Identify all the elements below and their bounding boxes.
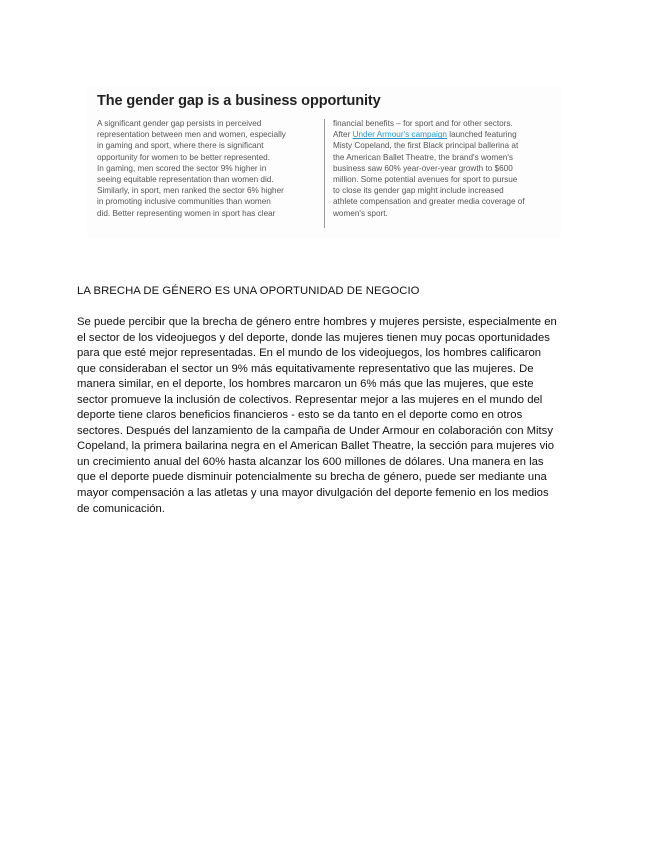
paragraph-line: mayor compensación a las atletas y una mayor divulgación del deporte femenio en los medios: [77, 487, 549, 500]
excerpt-right-line: financial benefits – for sport and for other sectors.: [333, 119, 513, 128]
excerpt-left-line: In gaming, men scored the sector 9% higher in: [97, 163, 267, 173]
paragraph-line: un crecimiento anual del 60% hasta alcanzar los 600 millones de dólares. Una manera en las: [77, 455, 544, 468]
paragraph-line: Se puede percibir que la brecha de género entre hombres y mujeres persiste, especialmente en: [77, 316, 557, 328]
excerpt-right-line: business saw 60% year-over-year growth to $600: [333, 163, 513, 173]
link-prefix: After: [333, 130, 353, 140]
excerpt-right-line: to close its gender gap might include increased: [333, 186, 504, 196]
paragraph-line: que el deporte puede disminuir potencialmente su brecha de género, puede ser mediante una: [77, 471, 547, 484]
excerpt-right-line: million. Some potential avenues for sport to pursue: [333, 175, 518, 185]
excerpt-left-line: A significant gender gap persists in perceived: [97, 119, 262, 128]
under-armour-campaign-link[interactable]: Under Armour's campaign: [352, 130, 447, 140]
excerpt-title: The gender gap is a business opportunity: [97, 93, 381, 109]
excerpt-right-column: [333, 118, 548, 219]
translation-paragraph: [77, 315, 587, 517]
paragraph-line: que consideraban el sector un 9% más equitativamente representativo que las mujeres. De: [77, 362, 534, 375]
excerpt-left-line: opportunity for women to be better represented.: [97, 152, 270, 162]
excerpt-left-line: did. Better representing women in sport has clear: [97, 208, 276, 218]
paragraph-line: sector promueve la inclusión de colectivos. Representar mejor a las mujeres en el mundo del: [77, 393, 543, 406]
excerpt-left-line: in promoting inclusive communities than women: [97, 197, 271, 207]
excerpt-right-line: Misty Copeland, the first Black principal ballerina at: [333, 141, 519, 151]
excerpt-left-line: Similarly, in sport, men ranked the sector 6% higher: [97, 186, 284, 196]
excerpt-right-line: the American Ballet Theatre, the brand's women's: [333, 152, 514, 162]
paragraph-line: Copeland, la primera bailarina negra en el American Ballet Theatre, la sección para mujeres vio: [77, 440, 555, 453]
excerpt-right-line: athlete compensation and greater media coverage of: [333, 197, 525, 207]
paragraph-line: manera similar, en el deporte, los hombres marcaron un 6% más que las mujeres, que este: [77, 378, 534, 391]
paragraph-line: sectores. Después del lanzamiento de la campaña de Under Armour en colaboración con Mitsy: [77, 424, 553, 437]
paragraph-line: de comunicación.: [77, 502, 165, 515]
translation-heading: LA BRECHA DE GÉNERO ES UNA OPORTUNIDAD DE NEGOCIO: [77, 285, 420, 297]
excerpt-left-line: in gaming and sport, where there is significant: [97, 141, 264, 151]
excerpt-left-line: representation between men and women, especially: [97, 130, 286, 140]
paragraph-line: el sector de los videojuegos y del deporte, donde las mujeres tienen muy pocas oportunidades: [77, 331, 550, 344]
paragraph-line: para que esté mejor representadas. En el mundo de los videojuegos, los hombres calificaron: [77, 347, 542, 360]
column-divider: [324, 119, 325, 228]
link-suffix: launched featuring: [446, 130, 517, 140]
paragraph-line: deporte tiene claros beneficios financieros - esto se da tanto en el deporte como en otros: [77, 409, 523, 422]
source-excerpt-image: [87, 86, 561, 238]
excerpt-right-link-line: [333, 129, 548, 140]
excerpt-right-line: women's sport.: [333, 208, 388, 218]
excerpt-left-column: [97, 118, 312, 219]
excerpt-left-line: seeing equitable representation than women did.: [97, 175, 274, 185]
